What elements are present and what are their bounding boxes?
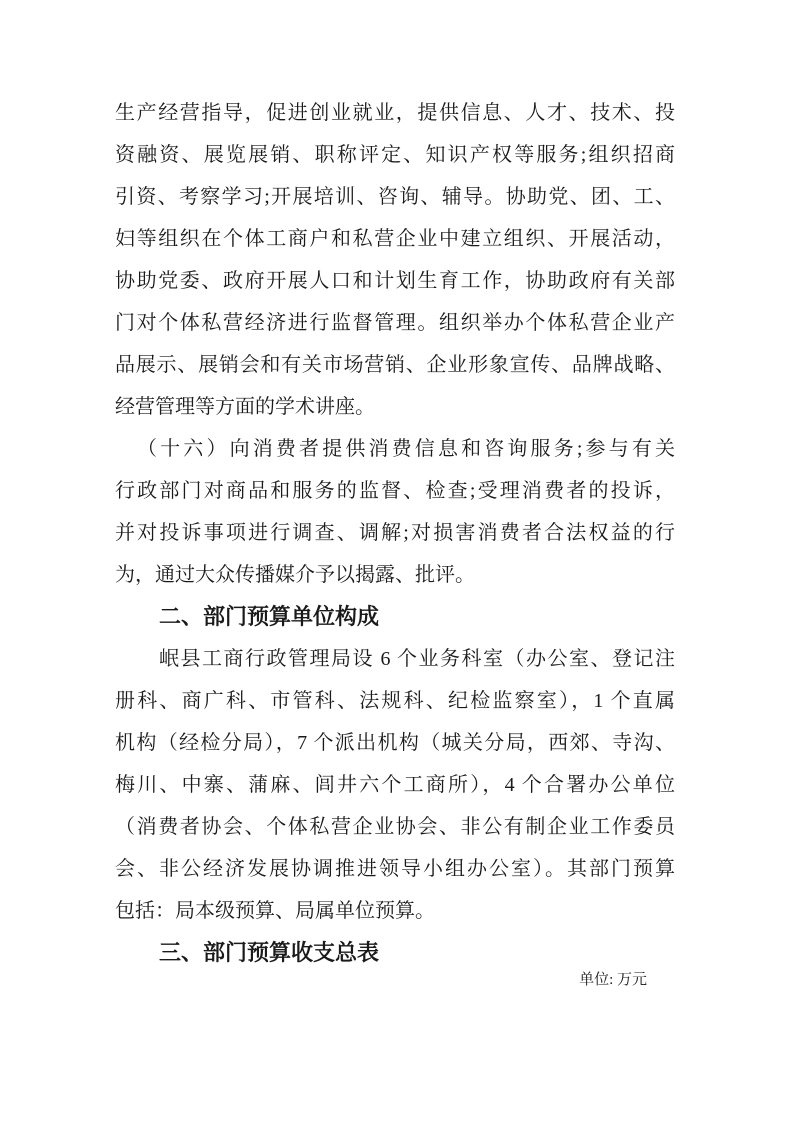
table-unit-label: 单位: 万元 xyxy=(579,972,647,988)
paragraph xyxy=(115,638,675,932)
text-line: 引资、考察学习;开展培训、咨询、辅导。协助党、团、工、 xyxy=(115,186,675,208)
document-body xyxy=(115,92,675,992)
text-line: 为，通过大众传播媒介予以揭露、批评。 xyxy=(115,564,475,586)
paragraph xyxy=(115,428,675,596)
text-line: 资融资、展览展销、职称评定、知识产权等服务;组织招商 xyxy=(115,144,675,166)
text-line: 册科、商广科、市管科、法规科、纪检监察室），1 个直属 xyxy=(115,690,675,712)
text-line: 门对个体私营经济进行监督管理。组织举办个体私营企业产 xyxy=(115,312,675,334)
text-line: 包括：局本级预算、局属单位预算。 xyxy=(115,900,435,922)
section-heading: 二、部门预算单位构成 xyxy=(159,604,380,629)
paragraph xyxy=(115,92,675,428)
text-line: （十六）向消费者提供消费信息和咨询服务;参与有关 xyxy=(137,438,675,460)
text-line: 机构（经检分局），7 个派出机构（城关分局，西郊、寺沟、 xyxy=(115,732,675,754)
text-line: 协助党委、政府开展人口和计划生育工作，协助政府有关部 xyxy=(115,270,675,292)
text-line: 会、非公经济发展协调推进领导小组办公室）。其部门预算 xyxy=(115,858,675,880)
text-line: 梅川、中寨、蒲麻、闾井六个工商所），4 个合署办公单位 xyxy=(115,774,675,796)
text-line: 妇等组织在个体工商户和私营企业中建立组织、开展活动， xyxy=(115,228,675,250)
text-line: 品展示、展销会和有关市场营销、企业形象宣传、品牌战略、 xyxy=(115,354,675,376)
text-line: 生产经营指导，促进创业就业，提供信息、人才、技术、投 xyxy=(115,102,675,124)
text-line: 并对投诉事项进行调查、调解;对损害消费者合法权益的行 xyxy=(115,522,675,544)
section-heading: 三、部门预算收支总表 xyxy=(159,940,380,965)
text-line: （消费者协会、个体私营企业协会、非公有制企业工作委员 xyxy=(115,816,675,838)
text-line: 行政部门对商品和服务的监督、检查;受理消费者的投诉， xyxy=(115,480,675,502)
text-line: 岷县工商行政管理局设 6 个业务科室（办公室、登记注 xyxy=(159,648,675,670)
text-line: 经营管理等方面的学术讲座。 xyxy=(115,396,375,418)
